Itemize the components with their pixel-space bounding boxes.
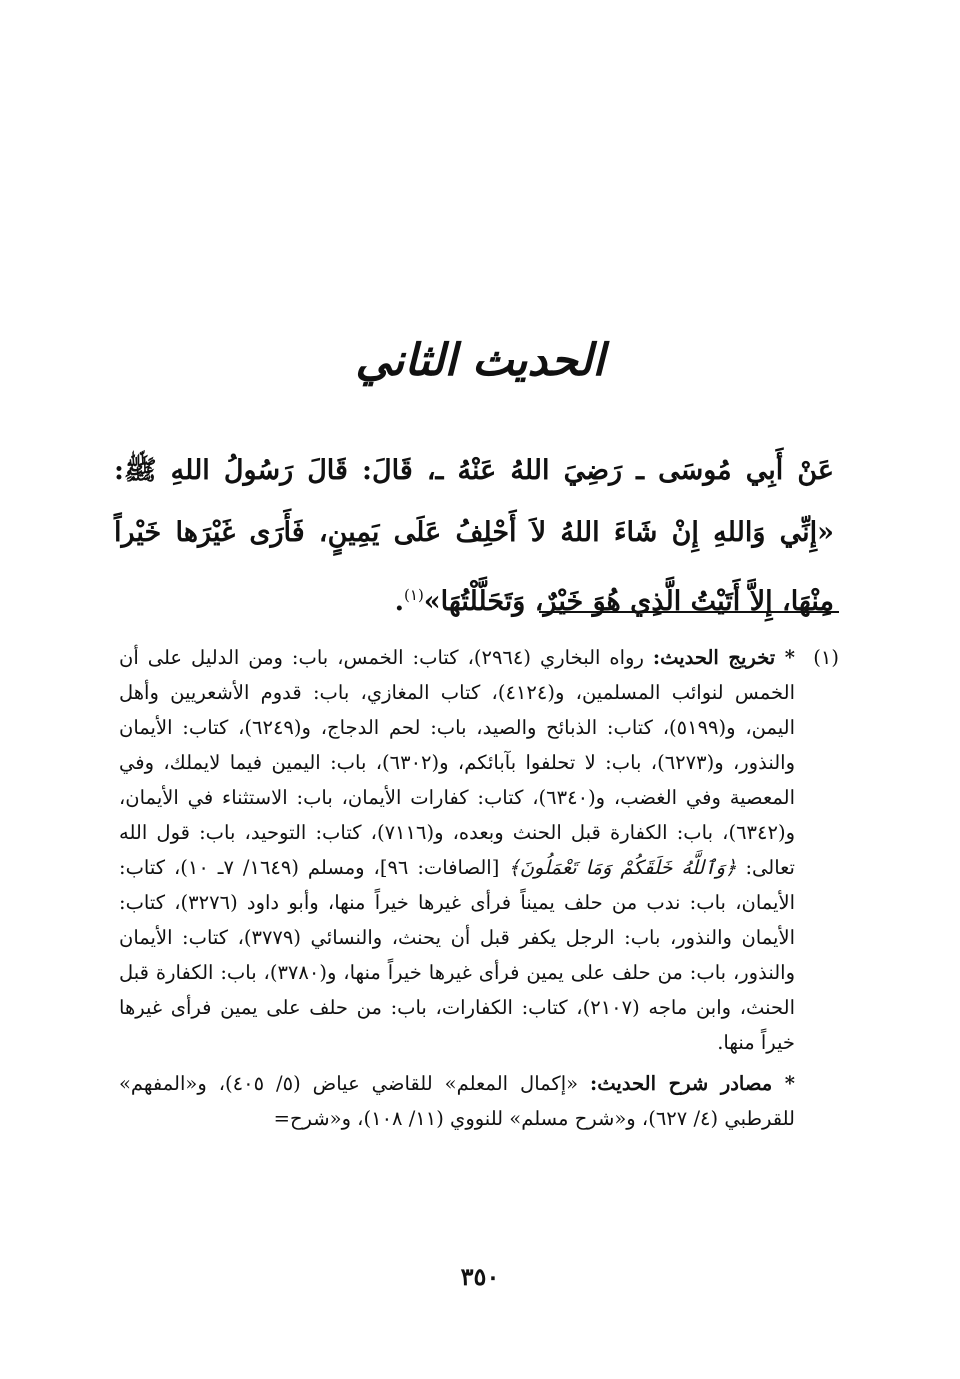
footnote-item xyxy=(119,640,839,1060)
hadith-end: . xyxy=(394,586,405,617)
sources-text: «إكمال المعلم» للقاضي عياض (٥/ ٤٠٥)، و«المفهم» للقرطبي (٤/ ٦٢٧)، و«شرح مسلم» للنووي (١١/ ١٠٨)، و«شرح= xyxy=(119,1072,795,1130)
footnote-number: (١) xyxy=(813,646,839,669)
footnotes-section xyxy=(119,640,839,1136)
hadith-text: عَنْ أَبِي مُوسَى ـ رَضِيَ اللهُ عَنْهُ ـ، قَالَ: قَالَ رَسُولُ اللهِ ﷺ: «إِنِّي وَاللهِ إِنْ شَاءَ اللهُ لاَ أَحْلِفُ عَلَى يَمِينٍ، فَأَرَى غَيْرَها خَيْراً مِنْهَا، إِلاَّ أَتَيْتُ الَّذِي هُوَ خَيْرٌ، وَتَحَلَّلْتُهَا» xyxy=(114,455,834,617)
quran-verse: ﴿وَٱللَّهُ خَلَقَكُمْ وَمَا تَعْمَلُونَ﴾ xyxy=(508,856,737,879)
footnote-heading: * تخريج الحديث: xyxy=(652,646,795,669)
footnote-reference: (١) xyxy=(404,586,424,604)
footnote-part2: [الصافات: ٩٦]، ومسلم (١٦٤٩/ ٧ـ ١٠)، كتاب: الأيمان، باب: ندب من حلف يميناً فرأى غيرها خيراً منها، وأبو داود (٣٢٧٦)، كتاب: الأيمان والنذور، باب: الرجل يكفر قبل أن يحنث، والنسائي (٣٧٧٩)، كتاب: الأيمان والنذور، باب: من حلف على يمين فرأى غيرها خيراً منها، و(٣٧٨٠)، باب: الكفارة قبل الحنث، وابن ماجه (٢١٠٧)، كتاب: الكفارات، باب: من حلف على يمين فرأى غيرها خيراً منها. xyxy=(119,856,795,1054)
sources-heading: * مصادر شرح الحديث: xyxy=(590,1072,795,1095)
footnote-text xyxy=(119,640,795,1060)
sources-paragraph xyxy=(119,1066,795,1136)
footnote-part1: رواه البخاري (٢٩٦٤)، كتاب: الخمس، باب: ومن الدليل على أن الخمس لنوائب المسلمين، و(٤١٢٤)، كتاب المغازي، باب: قدوم الأشعريين وأهل اليمن، و(٥١٩٩)، كتاب: الذبائح والصيد، باب: لحم الدجاج، و(٦٢٤٩)، كتاب: الأيمان والنذور، و(٦٢٧٣)، باب: لا تحلفوا بآبائكم، و(٦٣٠٢)، باب: اليمين فيما لايملك، وفي المعصية وفي الغضب، و(٦٣٤٠)، كتاب: كفارات الأيمان، باب: الاستثناء في الأيمان، و(٦٣٤٢)، باب: الكفارة قبل الحنث وبعده، و(٧١١٦)، كتاب: التوحيد، باب: قول الله تعالى: xyxy=(119,646,795,879)
footnote-separator xyxy=(539,611,839,613)
page-title: الحديث الثاني xyxy=(355,335,605,386)
page-number: ٣٥٠ xyxy=(460,1262,500,1291)
hadith-text-block xyxy=(114,440,834,633)
